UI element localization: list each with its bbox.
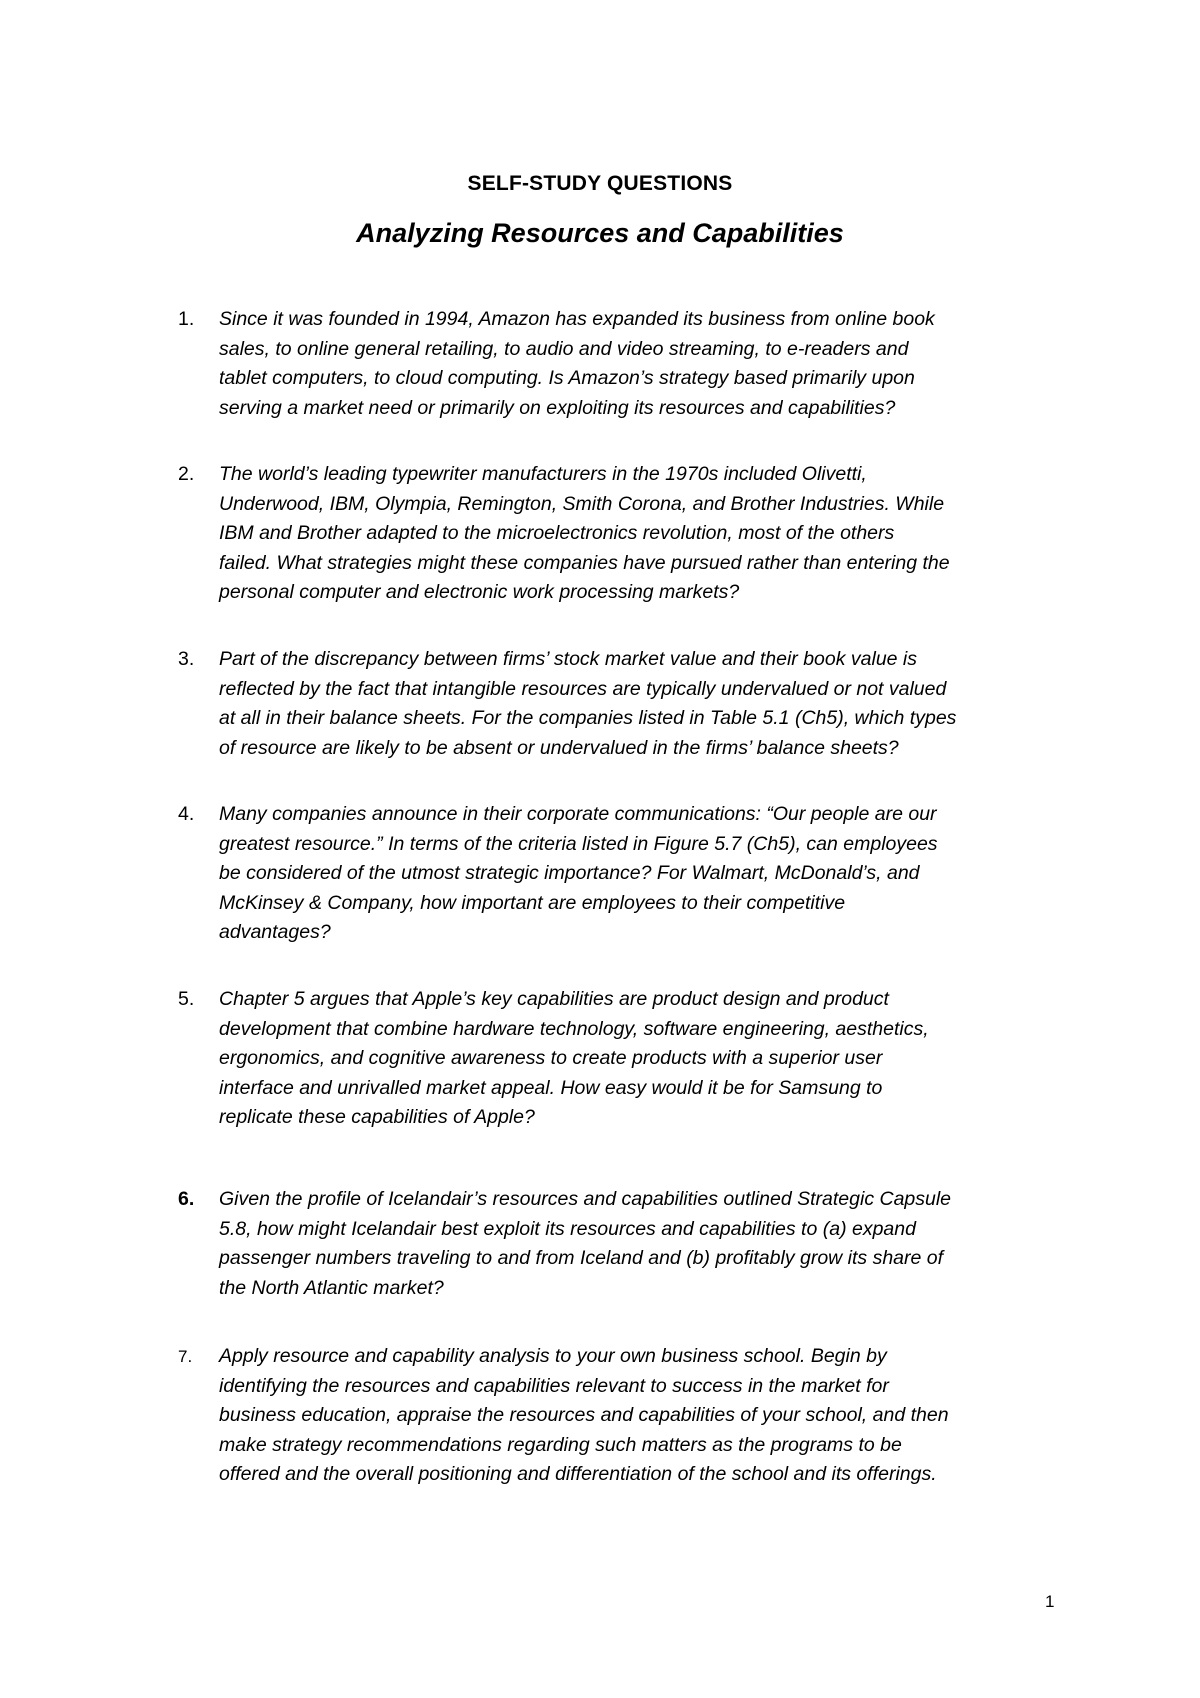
question-number: 6.: [178, 1188, 195, 1210]
page-subtitle: Analyzing Resources and Capabilities: [356, 218, 844, 248]
question-text: Since it was founded in 1994, Amazon has expanded its business from online book sales, to online general retailing, to audio and video streaming, to e-readers and tablet computers, to cloud computing. Is Amazon’s strategy based primarily upon serving a market need or primarily on exploiting its resources and capabilities?: [219, 308, 935, 419]
question-number: 3.: [178, 648, 195, 670]
question-number: 4.: [178, 803, 195, 825]
question-number: 7.: [178, 1347, 193, 1366]
question-number: 1.: [178, 308, 195, 330]
question-text: Part of the discrepancy between firms’ stock market value and their book value is reflected by the fact that intangible resources are typically undervalued or not valued at all in their balance sheets. For the companies listed in Table 5.1 (Ch5), which types of resource are likely to be absent or undervalued in the firms’ balance sheets?: [219, 648, 957, 759]
question-text: Many companies announce in their corporate communications: “Our people are our greatest resource.” In terms of the criteria listed in Figure 5.7 (Ch5), can employees be considered of the utmost strategic importance? For Walmart, McDonald’s, and McKinsey & Company, how important are employees to their competitive advantages?: [219, 803, 938, 943]
page-title: SELF-STUDY QUESTIONS: [467, 172, 733, 195]
question-text: Chapter 5 argues that Apple’s key capabilities are product design and product development that combine hardware technology, software engineering, aesthetics, ergonomics, and cognitive awareness to create products with a superior user interface and unrivalled market appeal. How easy would it be for Samsung to replicate these capabilities of Apple?: [219, 988, 929, 1128]
question-text: The world’s leading typewriter manufacturers in the 1970s included Olivetti, Underwood, IBM, Olympia, Remington, Smith Corona, and Brother Industries. While IBM and Brother adapted to the microelectronics revolution, most of the others failed. What strategies might these companies have pursued rather than entering the personal computer and electronic work processing markets?: [219, 463, 950, 603]
question-number: 2.: [178, 463, 195, 485]
question-number: 5.: [178, 988, 195, 1010]
question-text: Apply resource and capability analysis to your own business school. Begin by identifying the resources and capabilities relevant to success in the market for business education, appraise the resources and capabilities of your school, and then make strategy recommendations regarding such matters as the programs to be offered and the overall positioning and differentiation of the school and its offerings.: [219, 1345, 949, 1485]
question-text: Given the profile of Icelandair’s resources and capabilities outlined Strategic Capsule 5.8, how might Icelandair best exploit its resources and capabilities to (a) expand passenger numbers traveling to and from Iceland and (b) profitably grow its share of the North Atlantic market?: [219, 1188, 952, 1299]
page-number: 1: [1045, 1592, 1055, 1611]
